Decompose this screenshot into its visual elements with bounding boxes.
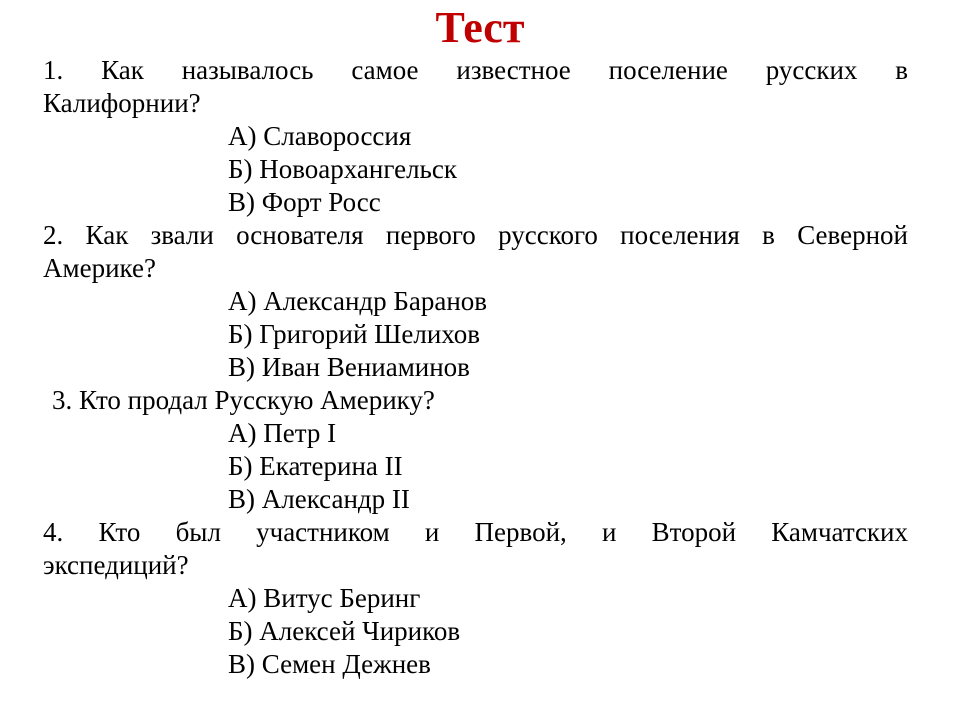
question-3-option-a: А) Петр I	[228, 418, 337, 448]
question-1-option-v: В) Форт Росс	[228, 187, 381, 217]
quiz-content	[0, 53, 960, 681]
question-2-option-v: В) Иван Вениаминов	[228, 352, 470, 382]
question-3-text-line-1: 3. Кто продал Русскую Америку?	[52, 385, 435, 415]
question-4-option-b: Б) Алексей Чириков	[228, 616, 461, 646]
question-3	[43, 384, 908, 516]
question-1	[43, 54, 908, 219]
question-1-text-line-2: Калифорнии?	[43, 88, 201, 118]
question-2-option-b: Б) Григорий Шелихов	[228, 319, 481, 349]
question-2	[43, 219, 908, 384]
question-1-text-line-1: 1. Как называлось самое известное поселение русских в	[43, 55, 908, 85]
question-2-text-line-1: 2. Как звали основателя первого русского поселения в Северной	[43, 220, 908, 250]
question-3-option-v: В) Александр II	[228, 484, 410, 514]
question-2-text-line-2: Америке?	[43, 253, 156, 283]
question-4-option-a: А) Витус Беринг	[228, 583, 421, 613]
question-1-option-a: А) Славороссия	[228, 121, 412, 151]
slide-title: Тест	[435, 3, 525, 52]
question-4-text-line-1: 4. Кто был участником и Первой, и Второй Камчатских	[43, 517, 908, 547]
question-2-option-a: А) Александр Баранов	[228, 286, 488, 316]
question-3-option-b: Б) Екатерина II	[228, 451, 403, 481]
question-4	[43, 516, 908, 681]
question-4-text-line-2: экспедиций?	[43, 550, 189, 580]
question-1-option-b: Б) Новоархангельск	[228, 154, 457, 184]
question-4-option-v: В) Семен Дежнев	[228, 649, 431, 679]
